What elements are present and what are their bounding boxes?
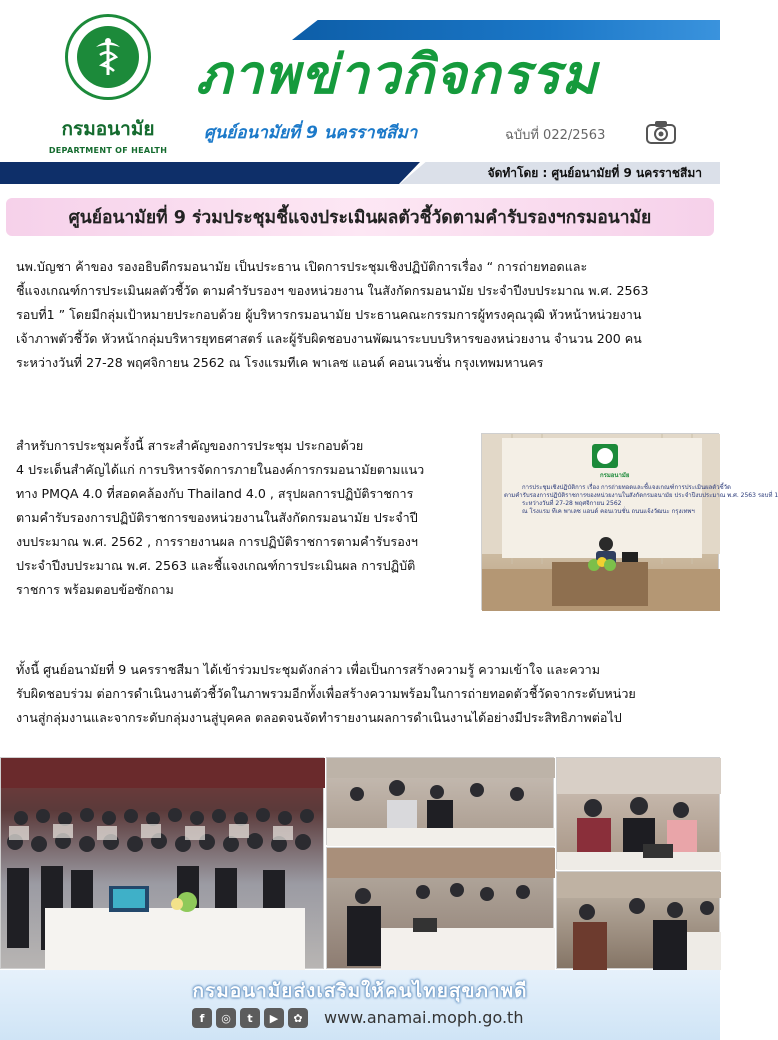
paragraph-3 (16, 658, 636, 730)
paragraph-line: งานสู่กลุ่มงานและจากระดับกลุ่มงานสู่บุคคล ตลอดจนจัดทำรายงานผลการดำเนินงานได้อย่างมีประสิทธิภาพต่อไป (16, 710, 622, 725)
paragraph-line: นพ.บัญชา ค้าของ รองอธิบดีกรมอนามัย เป็นประธาน เปิดการประชุมเชิงปฏิบัติการเรื่อง “ การถ่ายทอดและ (16, 259, 588, 274)
messenger-icon[interactable]: ◎ (216, 1008, 236, 1028)
paragraph-line: ประจำปีงบประมาณ พ.ศ. 2563 และชี้แจงเกณฑ์การประเมินผล การปฏิบัติ (16, 558, 416, 573)
logo-subtitle: DEPARTMENT OF HEALTH (48, 146, 168, 155)
paragraph-line: รอบที่1 ” โดยมีกลุ่มเป้าหมายประกอบด้วย ผู้บริหารกรมอนามัย ประธานคณะกรรมการผู้ทรงคุณวุฒิ หัวหน้าหน่วยงาน (16, 307, 642, 322)
paragraph-line: เจ้าภาพตัวชี้วัด หัวหน้ากลุ่มบริหารยุทธศาสตร์ และผู้รับผิดชอบงานพัฒนาระบบบริหารของหน่วยงาน จำนวน 200 คน (16, 331, 642, 346)
website-link[interactable]: www.anamai.moph.go.th (324, 1008, 524, 1027)
youtube-icon[interactable]: ▶ (264, 1008, 284, 1028)
top-blue-stripe (292, 20, 720, 40)
news-title-bar (6, 198, 714, 236)
backdrop-logo-text: กรมอนามัย (600, 472, 630, 479)
backdrop-line: ระหว่างวันที่ 27-28 พฤศจิกายน 2562 (522, 500, 622, 507)
credit-line: จัดทำโดย : ศูนย์อนามัยที่ 9 นครราชสีมา (487, 166, 702, 180)
paragraph-line: ราชการ พร้อมตอบข้อซักถาม (16, 582, 174, 597)
paragraph-line: ระหว่างวันที่ 27-28 พฤศจิกายน 2562 ณ โรงแรมทีเค พาเลซ แอนด์ คอนเวนชั่น กรุงเทพมหานคร (16, 355, 544, 370)
ministry-emblem-icon (65, 14, 151, 100)
paragraph-line: ชี้แจงเกณฑ์การประเมินผลตัวชี้วัด ตามคำรับรองฯ ของหน่วยงาน ในสังกัดกรมอนามัย ประจำปีงบประมาณ พ.ศ. 2563 (16, 283, 649, 298)
facebook-icon[interactable]: f (192, 1008, 212, 1028)
paragraph-line: สำหรับการประชุมครั้งนี้ สาระสำคัญของการประชุม ประกอบด้วย (16, 438, 364, 453)
paragraph-1 (16, 255, 649, 375)
backdrop-line: ณ โรงแรม ทีเค พาเลซ แอนด์ คอนเวนชั่น ถนนแจ้งวัฒนะ กรุงเทพฯ (522, 508, 695, 515)
paragraph-line: ทาง PMQA 4.0 ที่สอดคล้องกับ Thailand 4.0 , สรุปผลการปฏิบัติราชการ (16, 486, 414, 501)
news-title: ศูนย์อนามัยที่ 9 ร่วมประชุมชี้แจงประเมินผลตัวชี้วัดตามคำรับรองฯกรมอนามัย (68, 208, 652, 228)
social-icons (192, 1008, 308, 1028)
department-logo (40, 14, 176, 155)
meeting-participants-photo-1 (326, 757, 554, 845)
meeting-participants-photo-4 (556, 871, 720, 969)
headline: ภาพข่าวกิจกรรม (196, 43, 598, 106)
center-name: ศูนย์อนามัยที่ 9 นครราชสีมา (204, 123, 418, 143)
twitter-icon[interactable]: t (240, 1008, 260, 1028)
website-globe-icon[interactable]: ✿ (288, 1008, 308, 1028)
paragraph-line: ทั้งนี้ ศูนย์อนามัยที่ 9 นครราชสีมา ได้เข้าร่วมประชุมดังกล่าว เพื่อเป็นการสร้างความรู้ ความเข้าใจ และความ (16, 662, 601, 677)
backdrop-line: การประชุมเชิงปฏิบัติการ เรื่อง การถ่ายทอดและชี้แจงเกณฑ์การประเมินผลตัวชี้วัด (522, 484, 731, 491)
paragraph-line: งบประมาณ พ.ศ. 2562 , การรายงานผล การปฏิบัติราชการตามคำรับรองฯ (16, 534, 418, 549)
group-photo (0, 757, 324, 969)
backdrop-line: ตามคำรับรองการปฏิบัติราชการของหน่วยงานในสังกัดกรมอนามัย ประจำปีงบประมาณ พ.ศ. 2563 รอบที่ 1 (504, 492, 778, 499)
paragraph-line: รับผิดชอบร่วม ต่อการดำเนินงานตัวชี้วัดในภาพรวมอีกทั้งเพื่อสร้างความพร้อมในการถ่ายทอดตัวชี้วัดจากระดับหน่วย (16, 686, 636, 701)
paragraph-2 (16, 434, 424, 602)
issue-number: ฉบับที่ 022/2563 (505, 128, 606, 143)
header (0, 0, 720, 192)
paragraph-line: ตามคำรับรองการปฏิบัติราชการของหน่วยงานในสังกัดกรมอนามัย ประจำปี (16, 510, 418, 525)
camera-icon (646, 120, 676, 144)
footer-slogan: กรมอนามัยส่งเสริมให้คนไทยสุขภาพดี (192, 980, 528, 1002)
paragraph-line: 4 ประเด็นสำคัญได้แก่ การบริหารจัดการภายในองค์การกรมอนามัยตามแนว (16, 462, 425, 477)
meeting-participants-photo-2 (326, 847, 554, 969)
meeting-stage-photo (481, 433, 778, 610)
meeting-participants-photo-3 (556, 757, 720, 869)
logo-name: กรมอนามัย (61, 118, 155, 140)
